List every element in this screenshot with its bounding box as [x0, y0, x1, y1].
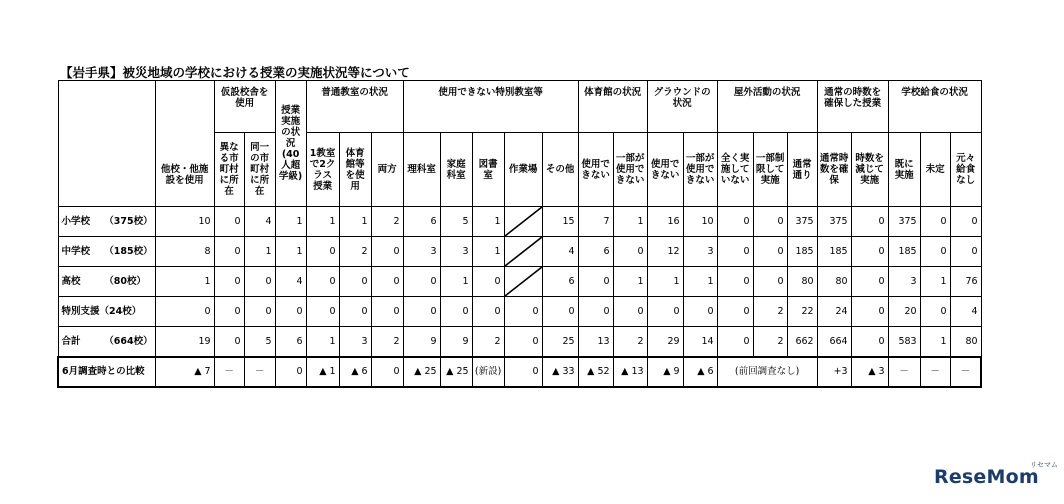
- table-cell: 13: [578, 327, 613, 357]
- header-ground: グラウンドの状況: [647, 81, 717, 133]
- table-cell: 185: [888, 237, 920, 267]
- table-cell: 375: [787, 207, 817, 237]
- table-cell: 1: [613, 207, 647, 237]
- table-cell: 20: [888, 297, 920, 327]
- empty-slash-cell: [504, 237, 542, 267]
- table-body: [58, 207, 1013, 357]
- table-cell: 0: [717, 237, 753, 267]
- table-cell: 375: [888, 207, 920, 237]
- header-sub: 体育館等を使用: [339, 133, 371, 207]
- table-cell: 0: [339, 297, 371, 327]
- table-cell: 0: [578, 267, 613, 297]
- header-sub: 1教室で2クラス授業: [306, 133, 339, 207]
- table-cell: 0: [613, 237, 647, 267]
- table-cell: 2: [371, 327, 403, 357]
- header-sub: 一部が使用できない: [683, 133, 717, 207]
- table-cell: 0: [920, 237, 950, 267]
- header-jugyo: 授業実施の状況(40人超学級): [275, 81, 306, 207]
- header-sub: 元々給食なし: [950, 133, 981, 207]
- table-cell: 1: [683, 267, 717, 297]
- table-cell: 0: [683, 297, 717, 327]
- table-cell: (新設): [472, 357, 504, 387]
- table-cell: 0: [472, 267, 504, 297]
- header-sub: 家庭科室: [440, 133, 472, 207]
- okugai-note: (前回調査なし): [717, 357, 817, 387]
- table-cell: ▲ 1: [306, 357, 339, 387]
- table-cell: 0: [371, 237, 403, 267]
- table-cell: 3: [888, 267, 920, 297]
- table-cell: 0: [950, 207, 981, 237]
- table-cell: 4: [950, 297, 981, 327]
- table-cell: 0: [753, 267, 787, 297]
- table-cell: 1: [275, 237, 306, 267]
- table-cell: ▲ 9: [647, 357, 683, 387]
- header-tako: 他校・他施設を使用: [155, 81, 214, 207]
- header-sub: 使用できない: [647, 133, 683, 207]
- table-cell: 9: [403, 327, 440, 357]
- table-cell: 1: [155, 267, 214, 297]
- table-cell: 25: [542, 327, 578, 357]
- school-status-table: [57, 80, 1014, 388]
- row-label: 合計 （664校）: [58, 327, 155, 357]
- table-cell: 5: [440, 207, 472, 237]
- table-cell: 0: [717, 207, 753, 237]
- header-sub: 通常通り: [787, 133, 817, 207]
- table-cell: 2: [339, 237, 371, 267]
- header-sub: 作業場: [504, 133, 542, 207]
- table-cell: 0: [504, 357, 542, 387]
- table-cell: 0: [214, 267, 244, 297]
- header-sub: 一部制限して実施: [753, 133, 787, 207]
- table-row: [58, 237, 1013, 267]
- table-cell: 12: [647, 237, 683, 267]
- empty-slash-cell: [504, 267, 542, 297]
- table-cell: 4: [542, 237, 578, 267]
- table-cell: ▲ 25: [403, 357, 440, 387]
- table-cell: 1: [306, 207, 339, 237]
- table-cell: 3: [339, 327, 371, 357]
- row-label: 高校 （80校）: [58, 267, 155, 297]
- table-cell: 4: [244, 207, 275, 237]
- table-cell: 0: [717, 327, 753, 357]
- table-cell: 0: [851, 267, 888, 297]
- table-cell: 9: [440, 327, 472, 357]
- table-cell: 1: [472, 207, 504, 237]
- table-cell: 4: [275, 267, 306, 297]
- header-sub: 未定: [920, 133, 950, 207]
- header-sub: 異なる市町村に所在: [214, 133, 244, 207]
- table-cell: 0: [214, 237, 244, 267]
- table-cell: 0: [504, 327, 542, 357]
- header-sub: 両方: [371, 133, 403, 207]
- table-cell: 1: [920, 327, 950, 357]
- watermark-logo: ReseMom: [934, 466, 1039, 488]
- table-cell: 3: [403, 237, 440, 267]
- table-cell: －: [950, 357, 981, 387]
- table-cell: 0: [851, 207, 888, 237]
- table-cell: 0: [275, 357, 306, 387]
- header-sub: 理科室: [403, 133, 440, 207]
- table-cell: 0: [753, 237, 787, 267]
- table-cell: 2: [472, 327, 504, 357]
- header-sub: 既に実施: [888, 133, 920, 207]
- header-sub: その他: [542, 133, 578, 207]
- header-sub: 通常時数を確保: [817, 133, 851, 207]
- table-cell: 0: [717, 297, 753, 327]
- table-cell: 80: [950, 327, 981, 357]
- table-cell: 6: [275, 327, 306, 357]
- table-cell: 0: [647, 297, 683, 327]
- table-cell: 0: [717, 267, 753, 297]
- header-sub: 全く実施していない: [717, 133, 753, 207]
- table-cell: ▲ 7: [155, 357, 214, 387]
- table-cell: 0: [851, 237, 888, 267]
- table-cell: 14: [683, 327, 717, 357]
- header-tokubetsu: 使用できない特別教室等: [403, 81, 578, 133]
- table-cell: 3: [440, 237, 472, 267]
- table-cell: ▲ 13: [613, 357, 647, 387]
- empty-slash-cell: [504, 207, 542, 237]
- row-label: 6月調査時との比較: [58, 357, 155, 387]
- table-cell: 0: [214, 297, 244, 327]
- table-cell: 0: [920, 297, 950, 327]
- table-cell: 80: [787, 267, 817, 297]
- table-cell: 0: [542, 297, 578, 327]
- table-cell: 0: [504, 297, 542, 327]
- table-cell: 0: [950, 237, 981, 267]
- table-cell: 185: [817, 237, 851, 267]
- comparison-row: [58, 357, 1013, 387]
- header-jisu: 通常の時数を確保した授業: [817, 81, 888, 133]
- table-cell: 1: [275, 207, 306, 237]
- table-cell: +3: [817, 357, 851, 387]
- table-cell: 10: [155, 207, 214, 237]
- watermark-sub: リセマム: [1030, 461, 1058, 469]
- table-cell: 0: [371, 357, 403, 387]
- table-cell: 0: [613, 297, 647, 327]
- table-cell: 22: [787, 297, 817, 327]
- table-cell: 0: [578, 297, 613, 327]
- table-cell: 0: [920, 207, 950, 237]
- row-label: 特別支援（24校）: [58, 297, 155, 327]
- table-cell: ▲ 33: [542, 357, 578, 387]
- table-cell: 76: [950, 267, 981, 297]
- table-cell: 0: [306, 297, 339, 327]
- table-cell: 1: [472, 237, 504, 267]
- header-taiikukan: 体育館の状況: [578, 81, 647, 133]
- table-cell: 664: [817, 327, 851, 357]
- table-cell: 0: [339, 267, 371, 297]
- page-title: 【岩手県】被災地域の学校における授業の実施状況等について: [60, 65, 410, 80]
- table-cell: ▲ 3: [851, 357, 888, 387]
- table-cell: ▲ 52: [578, 357, 613, 387]
- table-cell: 375: [817, 207, 851, 237]
- header-corner: [58, 81, 155, 207]
- table-cell: 0: [440, 297, 472, 327]
- table-cell: 0: [306, 267, 339, 297]
- table-cell: 185: [787, 237, 817, 267]
- table-cell: 583: [888, 327, 920, 357]
- header-futsu: 普通教室の状況: [306, 81, 403, 133]
- table-cell: 8: [155, 237, 214, 267]
- table-cell: 5: [244, 327, 275, 357]
- table-cell: 1: [920, 267, 950, 297]
- table-cell: 662: [787, 327, 817, 357]
- table-cell: 1: [306, 327, 339, 357]
- header-sub: 同一の市町村に所在: [244, 133, 275, 207]
- table-cell: 0: [214, 207, 244, 237]
- table-cell: 0: [306, 237, 339, 267]
- table-cell: 0: [244, 297, 275, 327]
- table-cell: －: [888, 357, 920, 387]
- header-sub: 時数を減じて実施: [851, 133, 888, 207]
- header-okugai: 屋外活動の状況: [717, 81, 817, 133]
- table-cell: －: [920, 357, 950, 387]
- table-cell: 0: [275, 297, 306, 327]
- table-cell: 0: [214, 327, 244, 357]
- table-cell: 6: [578, 237, 613, 267]
- table-row: [58, 327, 1013, 357]
- table-cell: 1: [244, 237, 275, 267]
- table-cell: 0: [753, 207, 787, 237]
- table-cell: 0: [371, 297, 403, 327]
- table-cell: ▲ 6: [339, 357, 371, 387]
- table-cell: ▲ 25: [440, 357, 472, 387]
- table-cell: 0: [403, 297, 440, 327]
- header-sub: 図書室: [472, 133, 504, 207]
- table-cell: 0: [403, 267, 440, 297]
- table-cell: 2: [371, 207, 403, 237]
- table-row: [58, 207, 1013, 237]
- table-cell: 6: [403, 207, 440, 237]
- table-cell: 0: [155, 297, 214, 327]
- table-cell: 3: [683, 237, 717, 267]
- table-cell: 29: [647, 327, 683, 357]
- table-cell: 24: [817, 297, 851, 327]
- table-cell: 1: [440, 267, 472, 297]
- table-cell: 15: [542, 207, 578, 237]
- table-cell: 6: [542, 267, 578, 297]
- table-cell: 19: [155, 327, 214, 357]
- table-cell: 80: [817, 267, 851, 297]
- table-cell: 1: [613, 267, 647, 297]
- table-cell: 0: [851, 327, 888, 357]
- table-row: [58, 267, 1013, 297]
- row-label: 小学校 （375校）: [58, 207, 155, 237]
- table-cell: 7: [578, 207, 613, 237]
- table-cell: 1: [647, 267, 683, 297]
- header-kyushoku: 学校給食の状況: [888, 81, 981, 133]
- table-cell: 0: [472, 297, 504, 327]
- table-cell: 0: [244, 267, 275, 297]
- header-sub: 一部が使用できない: [613, 133, 647, 207]
- header-kasetsu: 仮設校舎を使用: [214, 81, 275, 133]
- table-cell: 0: [851, 297, 888, 327]
- table-cell: ▲ 6: [683, 357, 717, 387]
- table-cell: 10: [683, 207, 717, 237]
- table-cell: 0: [371, 267, 403, 297]
- table-cell: 1: [339, 207, 371, 237]
- table-cell: －: [244, 357, 275, 387]
- table-row: [58, 297, 1013, 327]
- table-cell: －: [214, 357, 244, 387]
- row-label: 中学校 （185校）: [58, 237, 155, 267]
- header-sub: 使用できない: [578, 133, 613, 207]
- table-cell: 2: [753, 297, 787, 327]
- table-cell: 2: [753, 327, 787, 357]
- table-cell: 2: [613, 327, 647, 357]
- table-cell: 16: [647, 207, 683, 237]
